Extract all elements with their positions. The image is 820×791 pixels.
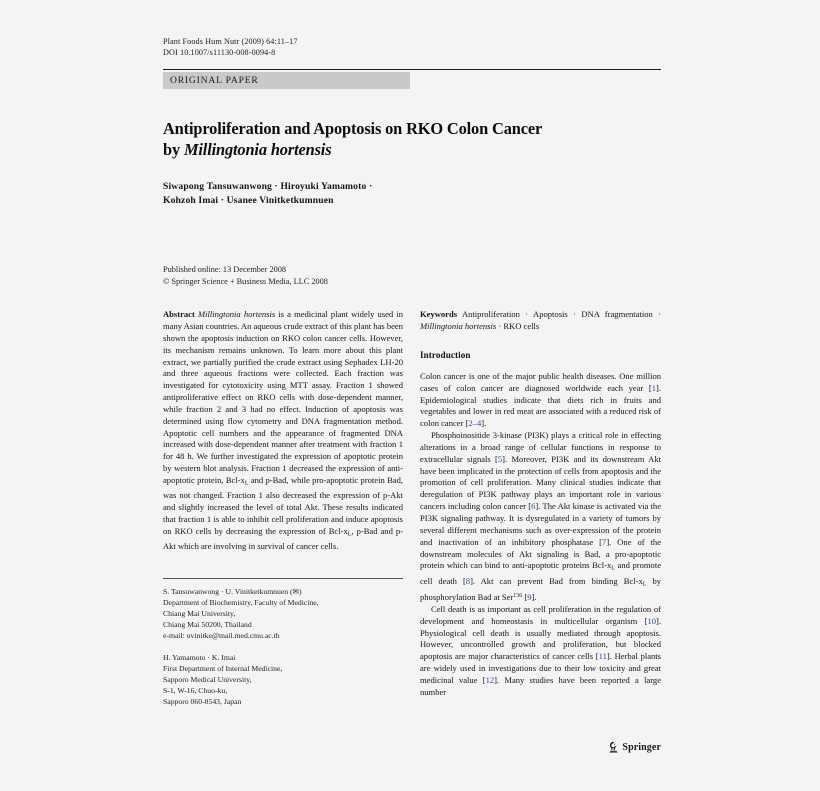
intro-p2-text-a: Phosphoinositide 3-kinase (PI3K) plays a critical role in effecting alterations in a broad range of cellular functions in response to extracellular signals [ bbox=[420, 430, 661, 464]
citation-10[interactable]: 10 bbox=[647, 615, 657, 626]
affiliations-block bbox=[163, 578, 403, 707]
journal-citation: Plant Foods Hum Nutr (2009) 64:11–17 bbox=[163, 37, 298, 46]
title-line-2-prefix: by bbox=[163, 140, 184, 160]
intro-p3-text-a: Cell death is as important as cell proliferation in the regulation of development and homeostasis in multicellular organism [ bbox=[420, 603, 661, 626]
affiliation-2-line-4: Sapporo 060-8543, Japan bbox=[163, 696, 242, 706]
copyright-notice: © Springer Science + Business Media, LLC 2008 bbox=[163, 276, 328, 286]
intro-p3-text-d: ]. Many studies have been reported a large number bbox=[420, 674, 661, 697]
affiliation-1-names: S. Tansuwanwong · U. Vinitketkumnuen (✉) bbox=[163, 587, 302, 597]
citation-9[interactable]: 9 bbox=[527, 592, 532, 603]
author-list bbox=[163, 180, 661, 209]
title-species-name: Millingtonia hortensis bbox=[183, 140, 332, 160]
keywords-species-name: Millingtonia hortensis bbox=[420, 321, 497, 332]
affiliation-1-line-2: Chiang Mai University, bbox=[163, 609, 236, 619]
introduction-paragraph-1 bbox=[420, 371, 661, 430]
title-line-1: Antiproliferation and Apoptosis on RKO Colon Cancer bbox=[163, 118, 543, 138]
keywords-label: Keywords bbox=[420, 309, 458, 320]
affiliation-2-line-2: Sapporo Medical University, bbox=[163, 674, 252, 684]
affiliation-1-line-1: Department of Biochemistry, Faculty of Medicine, bbox=[163, 598, 319, 608]
section-heading-introduction: Introduction bbox=[420, 349, 471, 360]
body-columns bbox=[163, 309, 661, 707]
introduction-paragraph-2 bbox=[420, 430, 661, 604]
affiliation-2-names: H. Yamamoto · K. Imai bbox=[163, 652, 236, 662]
citation-2-4[interactable]: 2–4 bbox=[468, 418, 482, 429]
keywords-paragraph bbox=[420, 309, 661, 333]
intro-p2-text-g: by phosphorylation Bad at Ser bbox=[420, 575, 662, 603]
keywords-part-1: Antiproliferation · Apoptosis · DNA fragmentation · bbox=[457, 309, 661, 320]
author-line-1: Siwapong Tansuwanwong · Hiroyuki Yamamoto · bbox=[163, 180, 373, 192]
affiliation-1-line-3: Chiang Mai 50200, Thailand bbox=[163, 620, 252, 630]
journal-reference-header bbox=[163, 36, 661, 59]
article-type-label: ORIGINAL PAPER bbox=[170, 74, 259, 86]
intro-p2-text-i: ]. bbox=[531, 592, 537, 603]
article-type-banner-wrapper bbox=[163, 69, 661, 89]
introduction-paragraph-3 bbox=[420, 604, 661, 699]
abstract-subscript-2: L bbox=[347, 531, 352, 538]
citation-5[interactable]: 5 bbox=[497, 453, 503, 464]
abstract-species-name: Millingtonia hortensis bbox=[197, 309, 276, 320]
intro-p1-text-b: ]. Epidemiological studies indicate that diets rich in fruits and vegetables and lower in red meat are associated with a reduced risk of colon cancer [ bbox=[420, 382, 661, 429]
intro-p2-text-b: ]. Moreover, PI3K and its downstream Akt have been implicated in the protection of cells from apoptosis and the promotion of cell proliferation. Many clinical studies indicate that deregulation of PI3K pathway plays an important role in various cancers including colon cancer [ bbox=[420, 453, 661, 512]
citation-1[interactable]: 1 bbox=[651, 382, 657, 393]
citation-8[interactable]: 8 bbox=[465, 575, 471, 586]
springer-knight-icon bbox=[608, 741, 619, 753]
intro-p2-text-e: and promote cell death [ bbox=[420, 560, 661, 586]
intro-p2-text-c: ]. The Akt kinase is activated via the PI3K signaling pathway. It is dysregulated in a variety of tumors by several different mechanisms such as over-expression of the protein and inactivation of an inhibitory phosphatase [ bbox=[420, 501, 661, 547]
page-content bbox=[163, 36, 662, 753]
abstract-label: Abstract bbox=[163, 309, 195, 320]
published-online-date: Published online: 13 December 2008 bbox=[163, 265, 287, 274]
keywords-part-2: · RKO cells bbox=[496, 321, 540, 332]
intro-p2-text-f: ]. Akt can prevent Bad from binding Bcl-x bbox=[470, 575, 643, 586]
abstract-subscript-1: L bbox=[244, 480, 249, 487]
author-line-2: Kohzoh Imai · Usanee Vinitketkumnuen bbox=[163, 195, 334, 207]
springer-wordmark: Springer bbox=[622, 741, 661, 753]
article-type-banner bbox=[163, 72, 410, 89]
intro-p2-subscript-1: L bbox=[611, 565, 615, 572]
affiliation-2 bbox=[163, 652, 403, 707]
abstract-text-part-1: is a medicinal plant widely used in many Asian countries. An aqueous crude extract of this plant has been shown the apoptosis induction on RKO colon cancer cells. However, its mechanism remains unknown. To learn more about this plant extract, we partially purified the crude extract using Sephadex LH-20 and three aqueous fractions were collected. Each fraction was investigated for cytotoxicity using MTT assay. Fraction 1 showed antiproliferative effect on RKO cells with dose-dependent manner, while fraction 2 and 3 had no effect. Induction of apoptosis was determined using flow cytometry and DNA fragmentation method. Apoptotic cell numbers and the appearance of fragmented DNA increased with dose-dependent manner after treatment with fraction 1 for 48 h. We further investigated the expression of apoptotic protein by western blot analysis. Fraction 1 decreased the expression of anti-apoptotic protein, Bcl-x bbox=[163, 309, 403, 485]
intro-p2-text-d: ]. One of the downstream molecules of Akt signaling is Bad, a pro-apoptotic protein which can bind to anti-apoptotic proteins Bcl-x bbox=[420, 536, 662, 571]
journal-doi: DOI 10.1007/s11130-008-0094-8 bbox=[163, 48, 276, 58]
right-column bbox=[420, 309, 661, 707]
intro-p2-subscript-2: L bbox=[642, 581, 647, 588]
intro-p3-text-c: ]. Herbal plants are widely used in investigations due to their low toxicity and great medicinal value [ bbox=[420, 651, 661, 685]
publication-info bbox=[163, 264, 661, 287]
springer-logo bbox=[608, 741, 661, 753]
citation-12[interactable]: 12 bbox=[485, 674, 495, 685]
abstract-text-part-3: , p-Bad and p-Akt which are involving in survival of cancer cells. bbox=[163, 525, 403, 552]
abstract-paragraph bbox=[163, 309, 403, 553]
citation-11[interactable]: 11 bbox=[598, 651, 607, 662]
intro-p1-text-c: ]. bbox=[481, 418, 487, 429]
citation-6[interactable]: 6 bbox=[531, 501, 536, 512]
abstract-text-part-2: and p-Bad, while pro-apoptotic protein Bad, was not changed. Fraction 1 also decreased the expression of p-Akt and slightly increased the level of total Akt. These results indicated that fraction 1 is able to inhibit cell proliferation and induce apoptosis on RKO cells by decreasing the expression of Bcl-x bbox=[163, 475, 403, 536]
left-column bbox=[163, 309, 403, 707]
citation-7[interactable]: 7 bbox=[602, 536, 607, 547]
affiliation-2-line-1: First Department of Internal Medicine, bbox=[163, 663, 283, 673]
affiliation-2-line-3: S-1, W-16, Chuo-ku, bbox=[163, 685, 228, 695]
affiliation-1-email[interactable]: e-mail: uvinitke@mail.med.cmu.ac.th bbox=[163, 631, 280, 641]
affiliation-1 bbox=[163, 586, 403, 641]
intro-p2-superscript: 136 bbox=[513, 593, 523, 600]
intro-p1-text-a: Colon cancer is one of the major public health diseases. One million cases of colon cancer are diagnosed worldwide each year [ bbox=[420, 370, 661, 393]
intro-p3-text-b: ]. Physiological cell death is usually mediated through apoptosis. However, uncontrolled growth and proliferation, but blocked apoptosis are major characteristics of cancer cells [ bbox=[420, 615, 661, 662]
intro-p2-text-h: [ bbox=[522, 592, 528, 603]
page-title bbox=[163, 118, 661, 161]
